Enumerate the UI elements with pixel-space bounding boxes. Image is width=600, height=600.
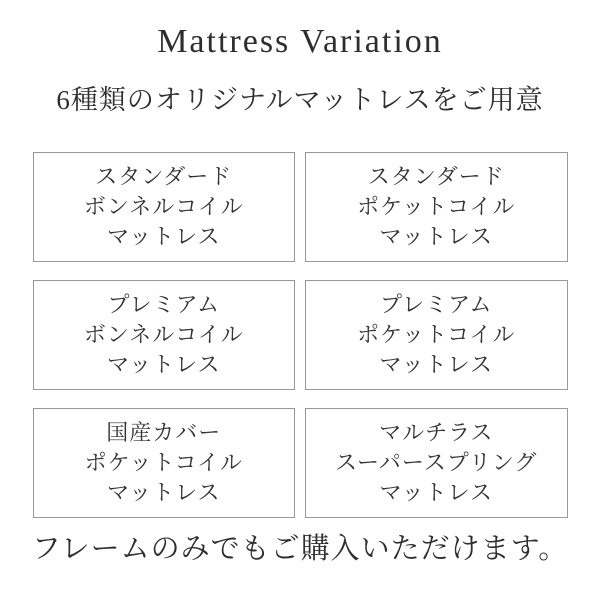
page-title: Mattress Variation bbox=[157, 23, 443, 60]
mattress-name-line: 国産カバー bbox=[106, 420, 222, 445]
mattress-card-domestic-cover-pocket bbox=[33, 408, 296, 518]
mattress-name-line: プレミアム bbox=[107, 292, 221, 317]
mattress-name-line: マットレス bbox=[107, 224, 221, 249]
mattress-name-line: マットレス bbox=[107, 480, 221, 505]
mattress-name-line: スタンダード bbox=[367, 164, 505, 189]
mattress-name-line: ポケットコイル bbox=[357, 194, 516, 219]
mattress-name-line: マルチラス bbox=[379, 420, 494, 445]
mattress-name-line: スーパースプリング bbox=[335, 450, 538, 475]
mattress-name-line: スタンダード bbox=[95, 164, 233, 189]
mattress-name-line: ボンネルコイル bbox=[83, 322, 244, 347]
footer-note: フレームのみでもご購入いただけます。 bbox=[31, 533, 569, 565]
page-subtitle: 6種類のオリジナルマットレスをご用意 bbox=[56, 85, 544, 115]
mattress-name-line: マットレス bbox=[379, 480, 493, 505]
mattress-grid bbox=[33, 152, 568, 518]
mattress-card-premium-bonnell bbox=[33, 280, 296, 390]
mattress-name-line: ボンネルコイル bbox=[83, 194, 244, 219]
mattress-card-standard-pocket bbox=[305, 152, 568, 262]
mattress-name-line: ポケットコイル bbox=[357, 322, 516, 347]
mattress-name-line: マットレス bbox=[379, 352, 493, 377]
mattress-card-premium-pocket bbox=[305, 280, 568, 390]
mattress-name-line: ポケットコイル bbox=[84, 450, 243, 475]
mattress-name-line: マットレス bbox=[107, 352, 221, 377]
mattress-card-multi-las-super-spring bbox=[305, 408, 568, 518]
mattress-name-line: マットレス bbox=[379, 224, 493, 249]
mattress-card-standard-bonnell bbox=[33, 152, 296, 262]
mattress-name-line: プレミアム bbox=[379, 292, 493, 317]
